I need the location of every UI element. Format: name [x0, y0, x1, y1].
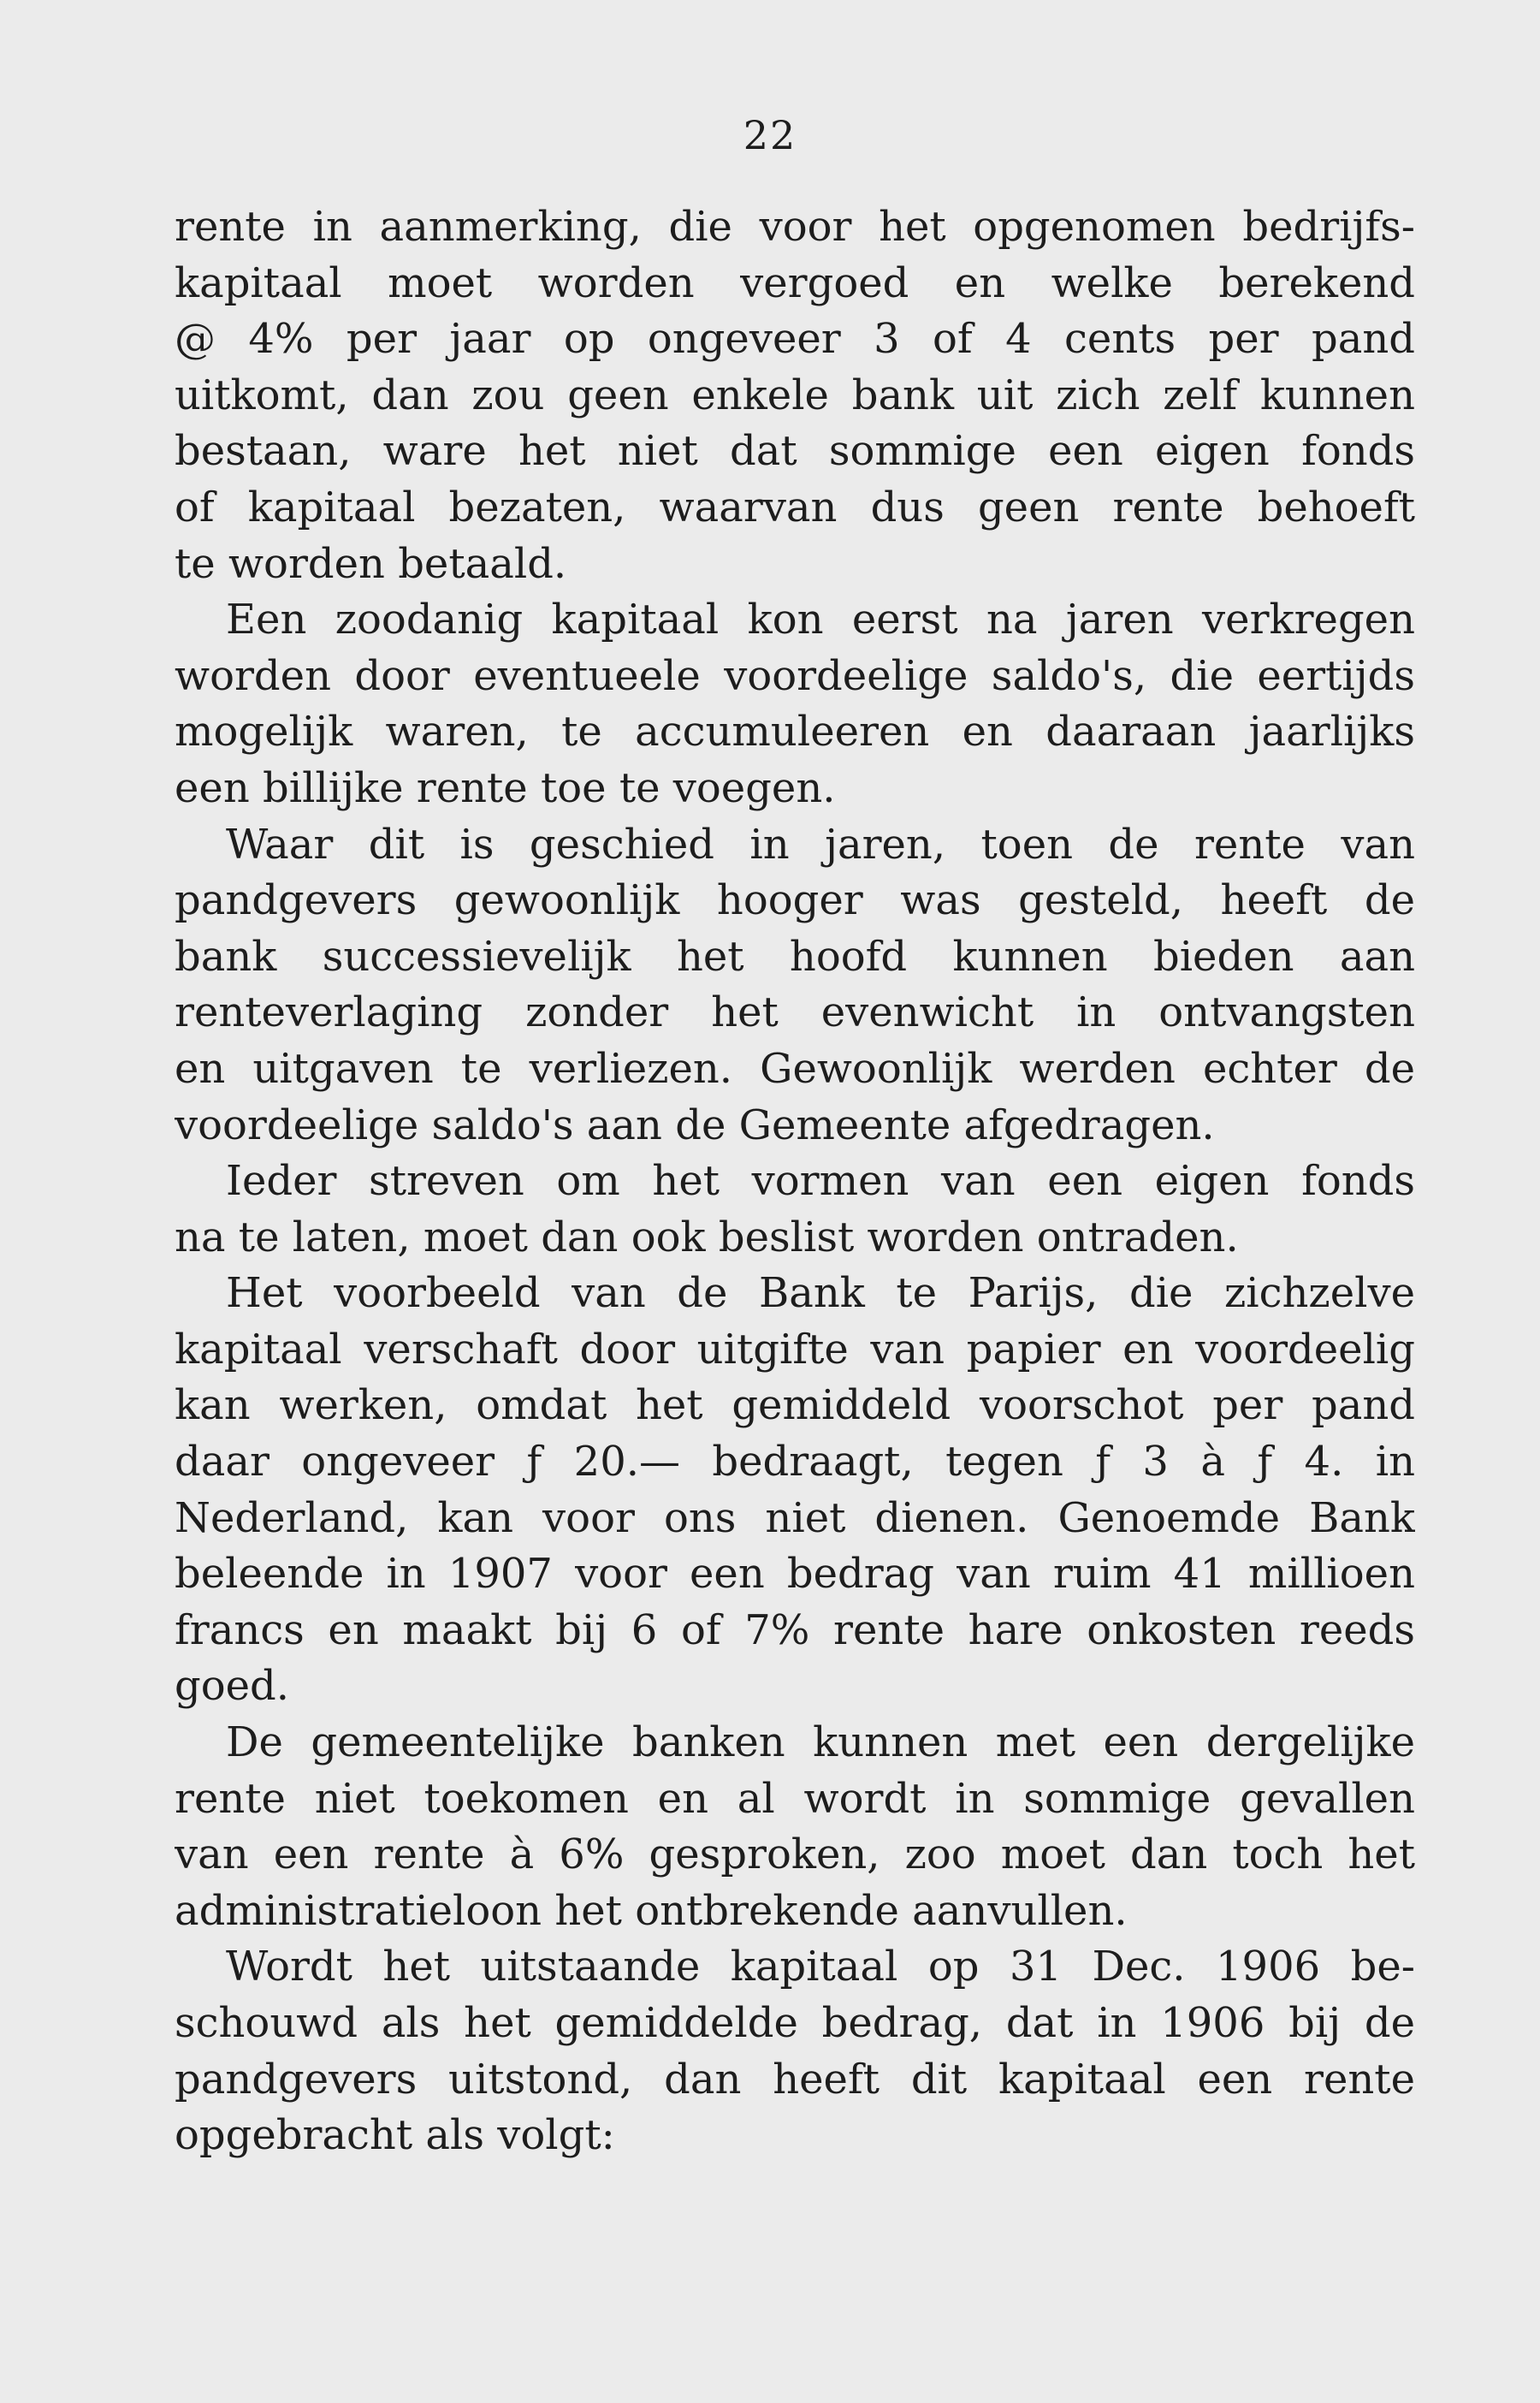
- text-line: beleende in 1907 voor een bedrag van ruim 41 millioen: [175, 1550, 1415, 1599]
- text-line: kan werken, omdat het gemiddeld voorschot per pand: [175, 1381, 1415, 1430]
- text-line: De gemeentelijke banken kunnen met een dergelijke: [226, 1718, 1415, 1767]
- text-line: opgebracht als volgt:: [175, 2111, 615, 2160]
- text-line: voordeelige saldo's aan de Gemeente afgedragen.: [175, 1101, 1215, 1149]
- text-line: schouwd als het gemiddelde bedrag, dat in 1906 bij de: [175, 1999, 1415, 2047]
- text-line: renteverlaging zonder het evenwicht in ontvangsten: [175, 988, 1415, 1037]
- page-number: 22: [743, 112, 797, 158]
- text-line: of kapitaal bezaten, waarvan dus geen rente behoeft: [175, 483, 1415, 531]
- text-line: te worden betaald.: [175, 539, 567, 588]
- body-text: [175, 199, 1415, 2164]
- text-line: rente niet toekomen en al wordt in sommige gevallen: [175, 1774, 1415, 1823]
- text-line: Wordt het uitstaande kapitaal op 31 Dec. 1906 be-: [226, 1943, 1415, 1991]
- text-line: francs en maakt bij 6 of 7% rente hare onkosten reeds: [175, 1605, 1415, 1654]
- text-line: en uitgaven te verliezen. Gewoonlijk werden echter de: [175, 1044, 1415, 1093]
- text-line: kapitaal verschaft door uitgifte van papier en voordeelig: [175, 1325, 1415, 1374]
- text-line: goed.: [175, 1662, 290, 1711]
- text-line: pandgevers gewoonlijk hooger was gesteld, heeft de: [175, 876, 1415, 925]
- text-line: uitkomt, dan zou geen enkele bank uit zich zelf kunnen: [175, 371, 1415, 419]
- text-line: Ieder streven om het vormen van een eigen fonds: [226, 1157, 1415, 1206]
- text-line: een billijke rente toe te voegen.: [175, 763, 836, 812]
- text-line: van een rente à 6% gesproken, zoo moet dan toch het: [175, 1830, 1415, 1879]
- text-line: kapitaal moet worden vergoed en welke berekend: [175, 258, 1415, 307]
- text-line: pandgevers uitstond, dan heeft dit kapitaal een rente: [175, 2055, 1415, 2103]
- text-line: bank successievelijk het hoofd kunnen bieden aan: [175, 932, 1415, 981]
- text-line: mogelijk waren, te accumuleeren en daaraan jaarlijks: [175, 708, 1415, 756]
- text-line: worden door eventueele voordeelige saldo's, die eertijds: [175, 651, 1415, 700]
- text-line: Een zoodanig kapitaal kon eerst na jaren verkregen: [226, 596, 1415, 644]
- text-line: @ 4% per jaar op ongeveer 3 of 4 cents per pand: [175, 315, 1415, 364]
- text-line: Het voorbeeld van de Bank te Parijs, die zichzelve: [226, 1269, 1415, 1318]
- text-line: Nederland, kan voor ons niet dienen. Genoemde Bank: [175, 1493, 1415, 1542]
- text-line: rente in aanmerking, die voor het opgenomen bedrijfs-: [175, 203, 1415, 251]
- text-line: Waar dit is geschied in jaren, toen de rente van: [226, 820, 1415, 869]
- text-line: daar ongeveer ƒ 20.— bedraagt, tegen ƒ 3 à ƒ 4. in: [175, 1438, 1415, 1486]
- text-line: na te laten, moet dan ook beslist worden ontraden.: [175, 1213, 1239, 1261]
- text-line: administratieloon het ontbrekende aanvullen.: [175, 1886, 1128, 1935]
- text-line: bestaan, ware het niet dat sommige een eigen fonds: [175, 427, 1415, 476]
